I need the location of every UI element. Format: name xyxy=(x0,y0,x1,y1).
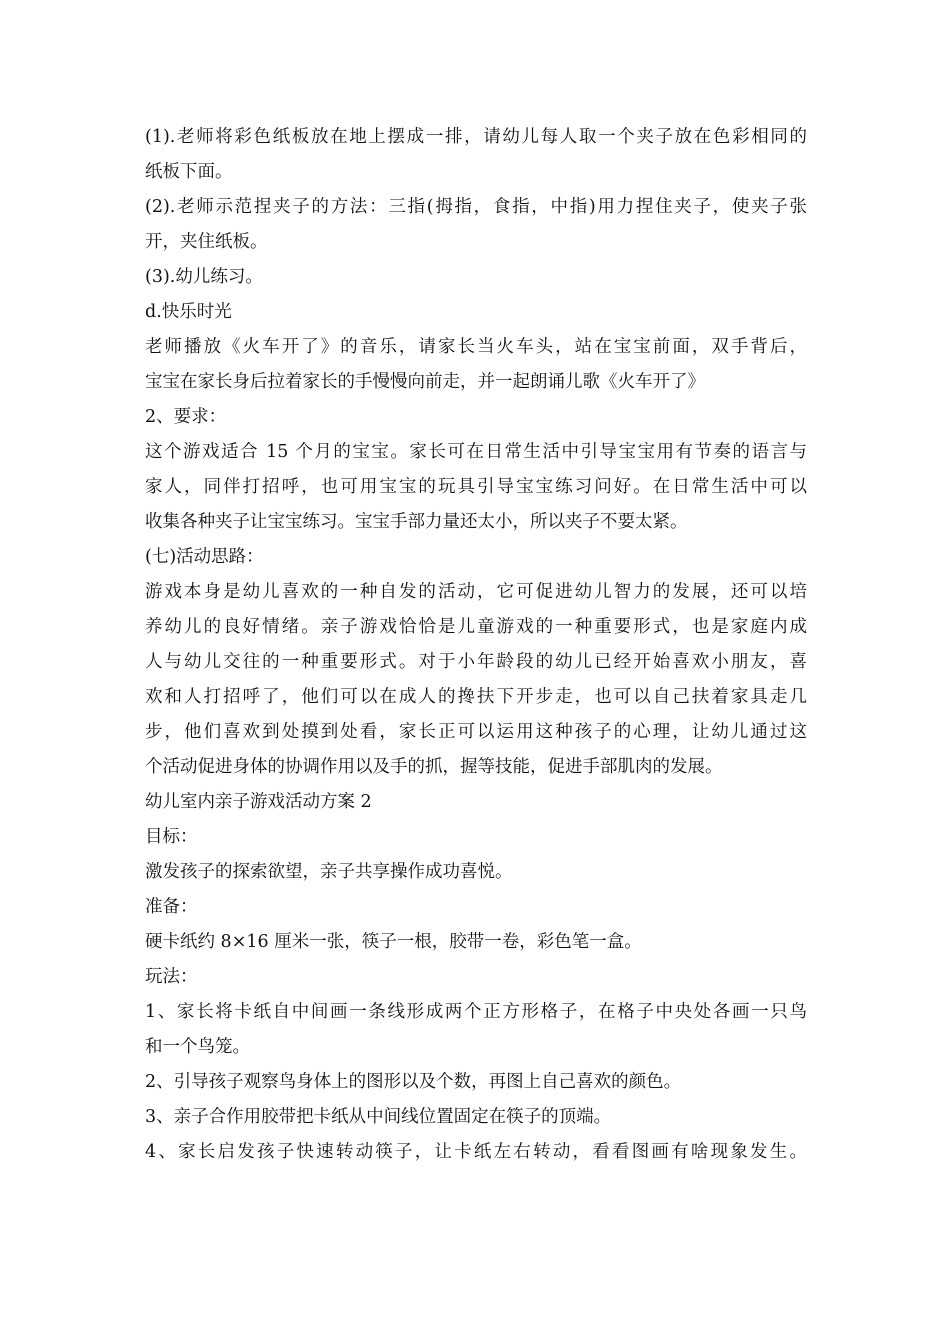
text-line: 和一个鸟笼。 xyxy=(145,1037,250,1057)
text-line: 老师播放《火车开了》的音乐，请家长当火车头，站在宝宝前面，双手背后， xyxy=(145,337,807,357)
text-line: 目标： xyxy=(145,827,198,847)
text-line: (1).老师将彩色纸板放在地上摆成一排，请幼儿每人取一个夹子放在色彩相同的 xyxy=(145,127,807,147)
text-line: 2、引导孩子观察鸟身体上的图形以及个数，再图上自己喜欢的颜色。 xyxy=(145,1072,682,1092)
text-line: 准备： xyxy=(145,897,198,917)
text-line: 2、要求： xyxy=(145,407,227,427)
text-line: 纸板下面。 xyxy=(145,162,233,182)
text-line: 1、家长将卡纸自中间画一条线形成两个正方形格子，在格子中央处各画一只鸟 xyxy=(145,1002,807,1022)
text-line: 游戏本身是幼儿喜欢的一种自发的活动，它可促进幼儿智力的发展，还可以培 xyxy=(145,582,807,602)
text-line: 硬卡纸约 8×16 厘米一张，筷子一根，胶带一卷，彩色笔一盒。 xyxy=(145,932,642,952)
document-body xyxy=(145,120,807,1170)
text-line: 人与幼儿交往的一种重要形式。对于小年龄段的幼儿已经开始喜欢小朋友，喜 xyxy=(145,652,807,672)
text-line: 欢和人打招呼了，他们可以在成人的搀扶下开步走，也可以自己扶着家具走几 xyxy=(145,687,807,707)
text-line: 步，他们喜欢到处摸到处看，家长正可以运用这种孩子的心理，让幼儿通过这 xyxy=(145,722,807,742)
text-line: 开，夹住纸板。 xyxy=(145,232,268,252)
text-line: 幼儿室内亲子游戏活动方案 2 xyxy=(145,792,372,812)
text-line: 玩法： xyxy=(145,967,198,987)
text-line: 养幼儿的良好情绪。亲子游戏恰恰是儿童游戏的一种重要形式，也是家庭内成 xyxy=(145,617,807,637)
text-line: 4、家长启发孩子快速转动筷子，让卡纸左右转动，看看图画有啥现象发生。 xyxy=(145,1142,807,1162)
text-line: 收集各种夹子让宝宝练习。宝宝手部力量还太小，所以夹子不要太紧。 xyxy=(145,512,688,532)
text-line: (3).幼儿练习。 xyxy=(145,267,263,287)
text-line: (七)活动思路： xyxy=(145,547,264,567)
text-line: 家人，同伴打招呼，也可用宝宝的玩具引导宝宝练习问好。在日常生活中可以 xyxy=(145,477,807,497)
text-line: 这个游戏适合 15 个月的宝宝。家长可在日常生活中引导宝宝用有节奏的语言与 xyxy=(145,442,807,462)
text-line: 个活动促进身体的协调作用以及手的抓，握等技能，促进手部肌肉的发展。 xyxy=(145,757,723,777)
text-line: 3、亲子合作用胶带把卡纸从中间线位置固定在筷子的顶端。 xyxy=(145,1107,612,1127)
text-line: (2).老师示范捏夹子的方法：三指(拇指，食指，中指)用力捏住夹子，使夹子张 xyxy=(145,197,807,217)
text-line: 激发孩子的探索欲望，亲子共享操作成功喜悦。 xyxy=(145,862,513,882)
text-line: d.快乐时光 xyxy=(145,302,232,322)
text-line: 宝宝在家长身后拉着家长的手慢慢向前走，并一起朗诵儿歌《火车开了》 xyxy=(145,372,705,392)
